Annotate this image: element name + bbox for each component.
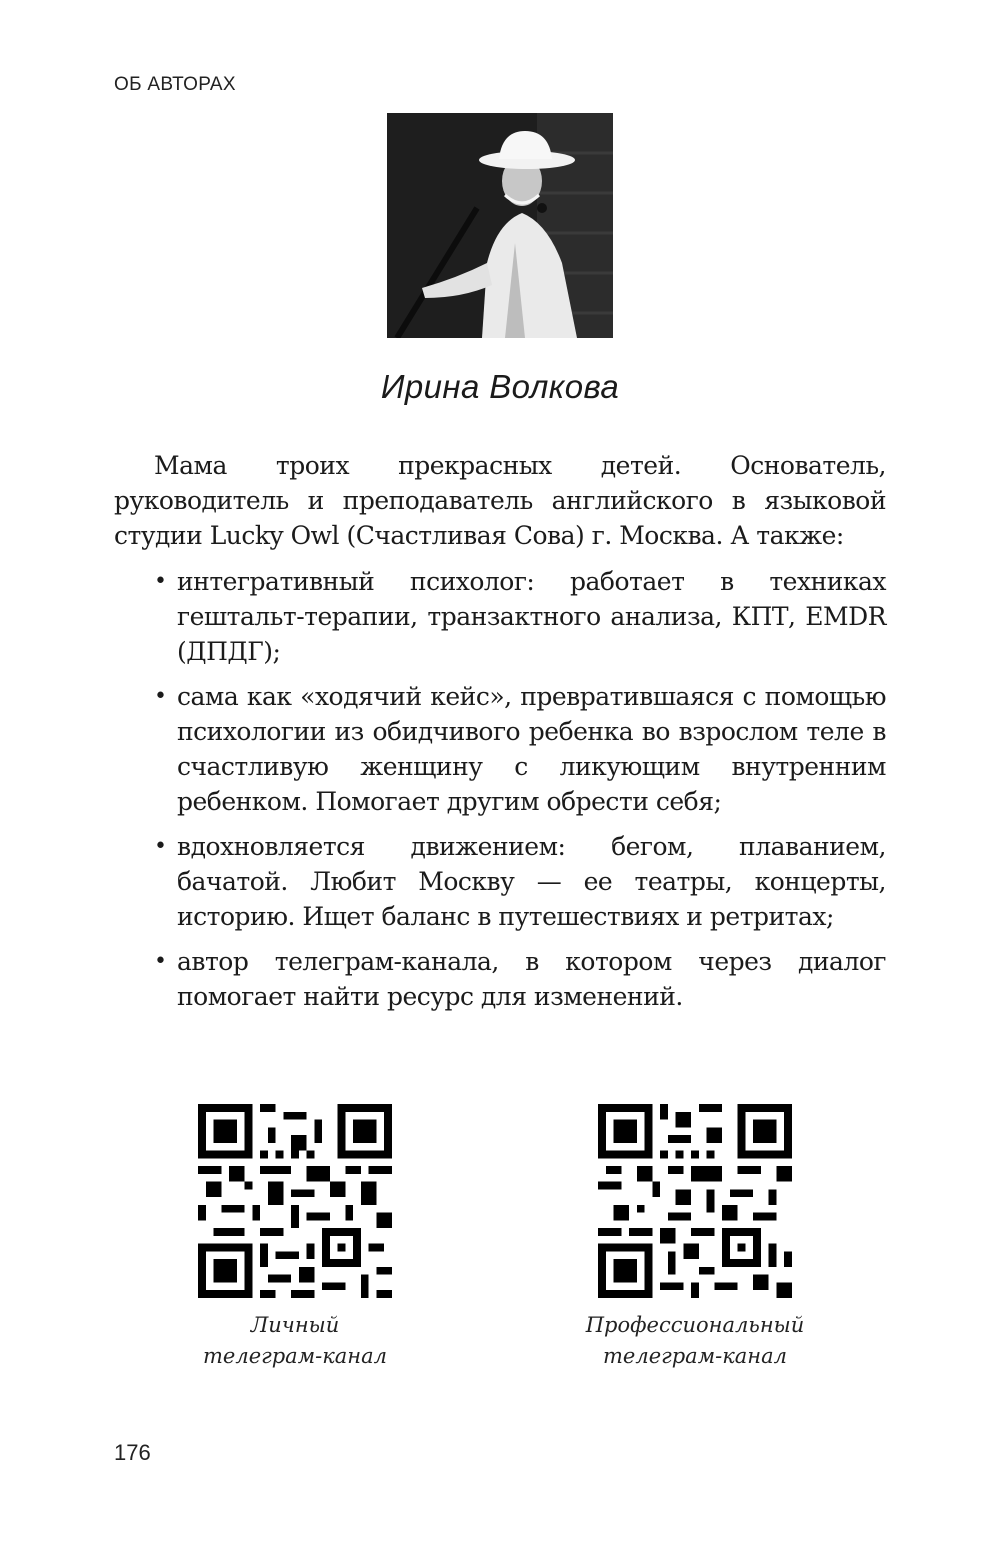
- personal-channel-qr[interactable]: [165, 1104, 425, 1372]
- list-item-text: сама как «ходячий кейс», превратившаяся с помощью психологии из обидчивого ребенка во взрослом теле в счастливую женщину с ликующим внутренним ребенком. Помогает другим обрести себя;: [177, 682, 886, 816]
- list-item-text: интегративный психолог: работает в техниках гештальт-терапии, транзактного анализа, КПТ, EMDR (ДПДГ);: [177, 567, 886, 666]
- bullet-icon: •: [154, 949, 167, 974]
- author-name: Ирина Волкова: [380, 368, 620, 405]
- qr-caption: [565, 1310, 825, 1372]
- bullet-icon: •: [154, 569, 167, 594]
- list-item: [114, 944, 886, 1014]
- page-number: 176: [114, 1440, 151, 1465]
- list-item-text: вдохновляется движением: бегом, плаванием, бачатой. Любит Москву — ее театры, концерты, историю. Ищет баланс в путешествиях и ретритах;: [177, 832, 886, 931]
- bullet-icon: •: [154, 684, 167, 709]
- qr-code-icon[interactable]: [198, 1104, 392, 1298]
- author-portrait-icon: [387, 113, 613, 338]
- qr-code-icon[interactable]: [598, 1104, 792, 1298]
- qr-caption-line: Личный: [250, 1313, 340, 1337]
- bullet-icon: •: [154, 834, 167, 859]
- bio-intro: Мама троих прекрасных детей. Основатель, руководитель и преподаватель английского в языковой студии Lucky Owl (Счастливая Сова) г. Москва. А также:: [114, 451, 886, 550]
- qr-caption: [165, 1310, 425, 1372]
- list-item: [114, 829, 886, 934]
- professional-channel-qr[interactable]: [565, 1104, 825, 1372]
- bio-bullet-list: [114, 564, 886, 1024]
- running-head: ОБ АВТОРАХ: [114, 74, 236, 95]
- list-item: [114, 679, 886, 819]
- qr-caption-line: Профессиональный: [585, 1313, 805, 1337]
- qr-caption-line: телеграм-канал: [602, 1344, 787, 1368]
- qr-caption-line: телеграм-канал: [202, 1344, 387, 1368]
- list-item-text: автор телеграм-канала, в котором через диалог помогает найти ресурс для изменений.: [177, 947, 886, 1011]
- author-photo: [387, 113, 613, 338]
- list-item: [114, 564, 886, 669]
